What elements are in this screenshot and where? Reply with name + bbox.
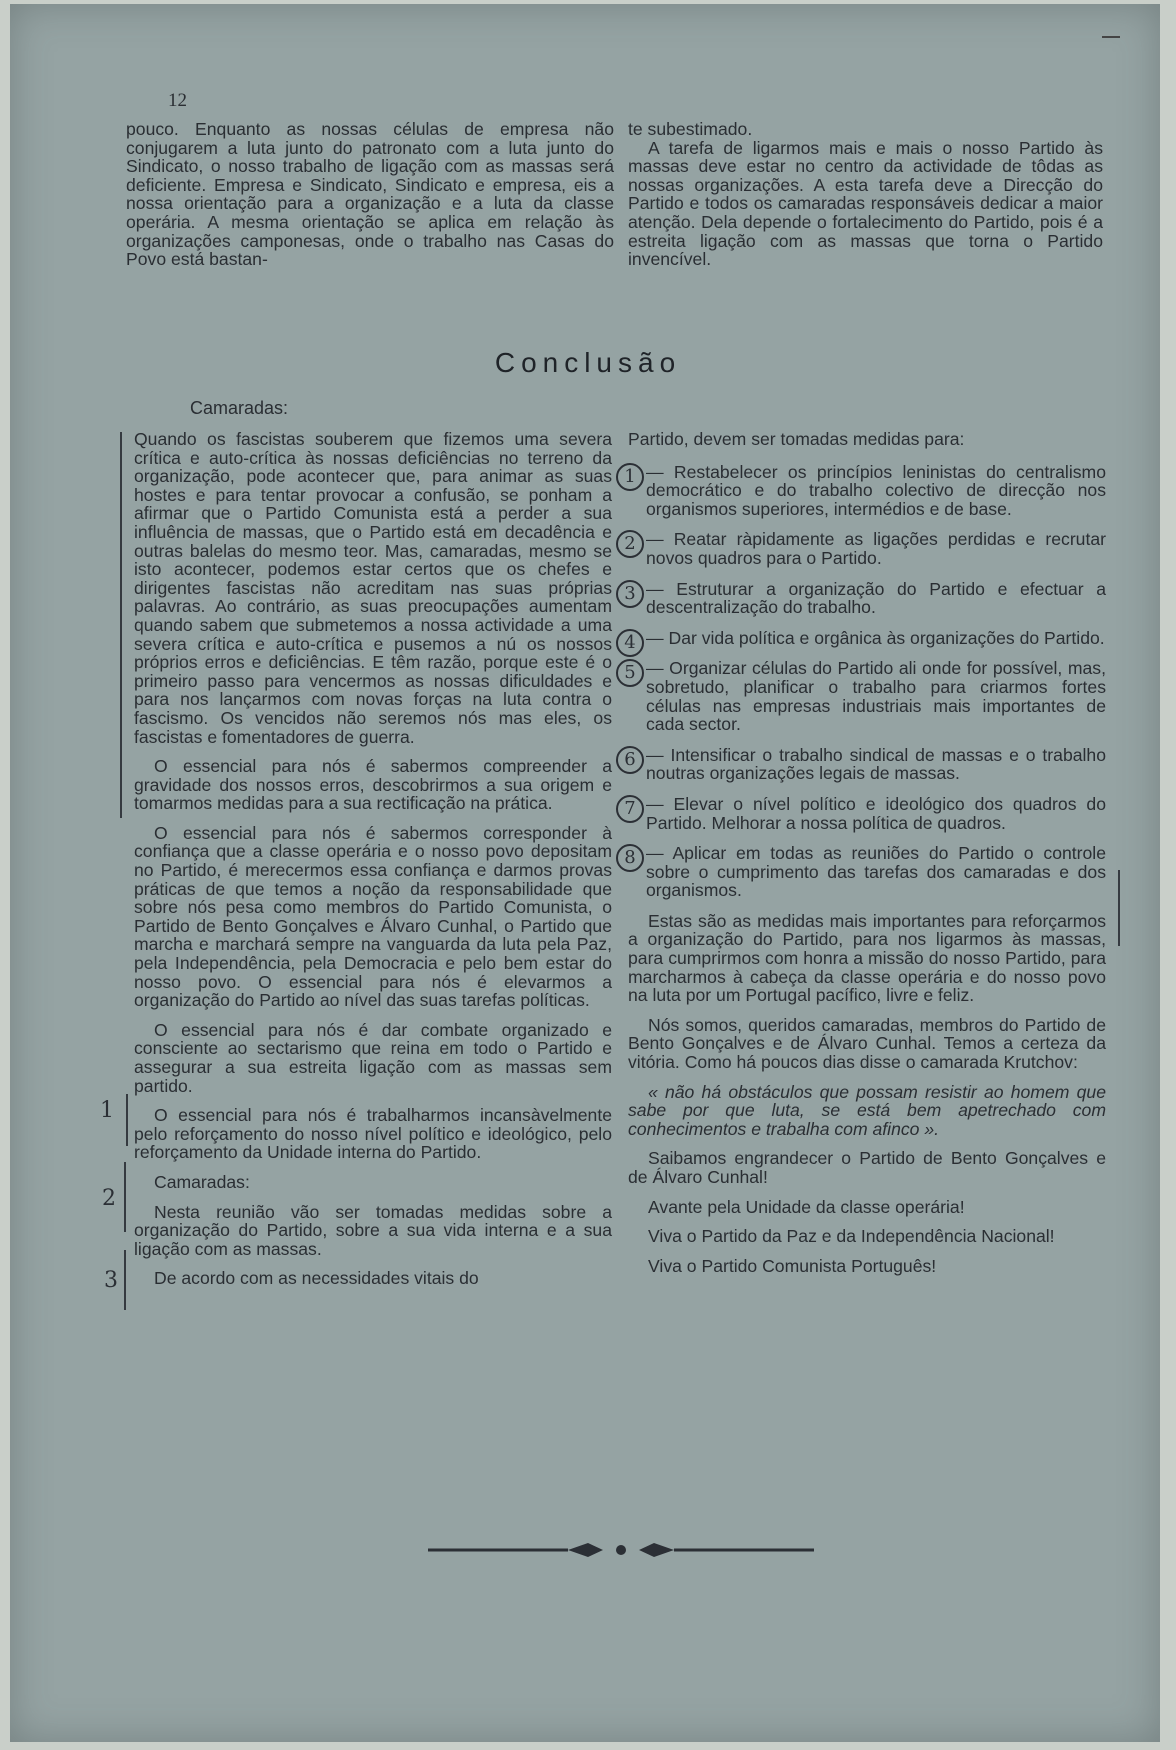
measure-item <box>624 578 1106 618</box>
left-paragraph-3: O essencial para nós é sabermos corresponder à confiança que a classe operária e o nosso povo depositam no Partido, é merecermos essa confiança e darmos provas práticas de que temos a noção da responsabilidade que sobre nós pesa como membros do Partido Comunista, o Partido de Bento Gonçalves e Álvaro Cunhal, o Partido que marcha e marchará sempre na vanguarda da luta pela Paz, pela Independência, pela Democracia e pelo bem estar do nosso povo. O essencial para nós é elevarmos a organização do Partido ao nível das suas tarefas políticas. <box>134 822 612 1011</box>
measure-text: — Estruturar a organização do Partido e efectuar a descentralização do trabalho. <box>646 578 1106 618</box>
left-paragraph-6: Nesta reunião vão ser tomadas medidas sobre a organização do Partido, sobre a sua vida interna e a sua ligação com as massas. <box>134 1201 612 1259</box>
margin-bracket <box>1118 870 1120 946</box>
left-salutation: Camaradas: <box>154 1171 250 1192</box>
closing-line-4: Viva o Partido Comunista Português! <box>648 1255 937 1276</box>
margin-number: 2 <box>102 1186 116 1211</box>
circled-number-icon: 3 <box>616 580 644 608</box>
margin-number: 3 <box>104 1268 118 1293</box>
circled-number-icon: 4 <box>616 629 644 657</box>
measure-item <box>624 529 1106 568</box>
measure-item <box>624 627 1106 653</box>
left-paragraph-4: O essencial para nós é dar combate organizado e consciente ao sectarismo que reina em todo o Partido e assegurar a sua estreita ligação com as massas sem partido. <box>134 1019 612 1096</box>
circled-number-icon: 7 <box>616 795 644 823</box>
measure-text: — Dar vida política e orgânica às organizações do Partido. <box>646 627 1105 648</box>
margin-bracket <box>126 1094 128 1146</box>
measure-text: — Elevar o nível político e ideológico dos quadros do Partido. Melhorar a nossa política de quadros. <box>646 793 1106 833</box>
closing-line-1: Saibamos engrandecer o Partido de Bento Gonçalves e de Álvaro Cunhal! <box>628 1148 1106 1187</box>
measure-text: — Intensificar o trabalho sindical de massas e o trabalho noutras organizações legais de massas. <box>646 744 1106 784</box>
circled-number-icon: 2 <box>616 530 644 558</box>
right-paragraph-2: Nós somos, queridos camaradas, membros do Partido de Bento Gonçalves e de Álvaro Cunhal. Temos a certeza da vitória. Como há poucos dias disse o camarada Krutchov: <box>628 1014 1106 1073</box>
top-right-paragraph-2: A tarefa de ligarmos mais e mais o nosso Partido às massas deve estar no centro da actividade de tôdas as nossas organizações. A esta tarefa deve a Direcção do Partido e todos os camaradas responsáveis dedicar a maior atenção. Dela depende o fortalecimento do Partido, pois é a estreita ligação com as massas que torna o Partido invencível. <box>628 137 1103 270</box>
measure-text: — Aplicar em todas as reuniões do Partido o controle sobre o cumprimento das tarefas dos camaradas e dos organismos. <box>646 843 1106 901</box>
measure-item <box>624 843 1106 901</box>
measure-item <box>624 793 1106 833</box>
measures-intro: Partido, devem ser tomadas medidas para: <box>628 429 965 449</box>
top-left-paragraph: pouco. Enquanto as nossas células de empresa não conjugarem a luta junto do patronato com a luta junto do Sindicato, o nosso trabalho de ligação com as massas será deficiente. Empresa e Sindicato, Sindicato e empresa, eis a nossa orientação para a organização e a luta da classe operária. A mesma orientação se aplica em relação às organizações camponesas, onde o trabalho nas Casas do Povo está bastan- <box>126 119 614 270</box>
krutchov-quote: « não há obstáculos que possam resistir ao homem que sabe por que luta, se está bem apetrechado com conhecimentos e trabalha com afinco ». <box>628 1081 1106 1139</box>
page-number: 12 <box>168 90 187 111</box>
top-right-paragraph-1: te subestimado. <box>628 119 753 139</box>
margin-bracket <box>120 432 122 818</box>
measures-list <box>624 461 1106 901</box>
margin-bracket <box>124 1250 126 1310</box>
top-left-column <box>126 120 614 280</box>
measure-text: — Organizar células do Partido ali onde for possível, mas, sobretudo, planificar o trabalho para criarmos fortes células nas empresas industriais mais importantes de cada sector. <box>646 658 1106 735</box>
right-column <box>624 429 1106 1286</box>
closing-line-2: Avante pela Unidade da classe operária! <box>648 1196 965 1217</box>
corner-mark <box>1102 36 1120 38</box>
closing-ornament <box>428 1540 814 1560</box>
left-paragraph-1: Quando os fascistas souberem que fizemos uma severa crítica e auto-crítica às nossas deficiências no terreno da organização, pode acontecer que, para animar as suas hostes e para tentar provocar a confusão, se ponham a afirmar que o Partido Comunista está a perder a sua influência de massas, que o Partido está em decadência e outras balelas do mesmo teor. Mas, camaradas, mesmo se isto acontecer, podemos estar certos que os chefes e dirigentes fascistas não acreditam nas suas próprias palavras. Ao contrário, as suas preocupações aumentam quando sabem que submetemos a nossa actividade a uma severa crítica e auto-crítica e pusemos a nú os nossos próprios erros e deficiências. E têm razão, porque este é o primeiro passo para vencermos as nossas dificuldades e para nos lançarmos com novas forças na luta contra o fascismo. Os vencidos não seremos nós mas eles, os fascistas e fomentadores de guerra. <box>134 429 612 747</box>
left-paragraph-5: O essencial para nós é trabalharmos incansàvelmente pelo reforçamento do nosso nível político e ideológico, pelo reforçamento da Unidade interna do Partido. <box>134 1105 612 1163</box>
circled-number-icon: 1 <box>616 463 644 491</box>
salutation: Camaradas: <box>190 398 289 418</box>
left-column <box>134 430 612 1299</box>
margin-number: 1 <box>100 1098 114 1123</box>
right-paragraph-1: Estas são as medidas mais importantes para reforçarmos a organização do Partido, para nos ligarmos às massas, para cumprirmos com honra a missão do nosso Partido, para marcharmos à cabeça da classe operária e do nosso povo na luta por um Portugal pacífico, livre e feliz. <box>628 910 1106 1006</box>
measure-text: — Restabelecer os princípios leninistas do centralismo democrático e do trabalho colectivo de direcção nos organismos superiores, intermédios e de base. <box>646 461 1106 519</box>
closing-line-3: Viva o Partido da Paz e da Independência Nacional! <box>648 1226 1055 1247</box>
section-title: Conclusão <box>494 347 682 378</box>
circled-number-icon: 5 <box>616 659 644 687</box>
measure-text: — Reatar ràpidamente as ligações perdidas e recrutar novos quadros para o Partido. <box>646 529 1106 568</box>
measure-item <box>624 658 1106 735</box>
left-paragraph-7: De acordo com as necessidades vitais do <box>154 1268 479 1289</box>
margin-bracket <box>124 1162 126 1232</box>
measure-item <box>624 461 1106 519</box>
left-paragraph-2: O essencial para nós é sabermos compreender a gravidade dos nossos erros, descobrirmos a sua origem e tomarmos medidas para a sua rectificação na prática. <box>134 756 612 814</box>
circled-number-icon: 6 <box>616 746 644 774</box>
top-right-column <box>628 120 1103 280</box>
circled-number-icon: 8 <box>616 844 644 872</box>
measure-item <box>624 744 1106 784</box>
